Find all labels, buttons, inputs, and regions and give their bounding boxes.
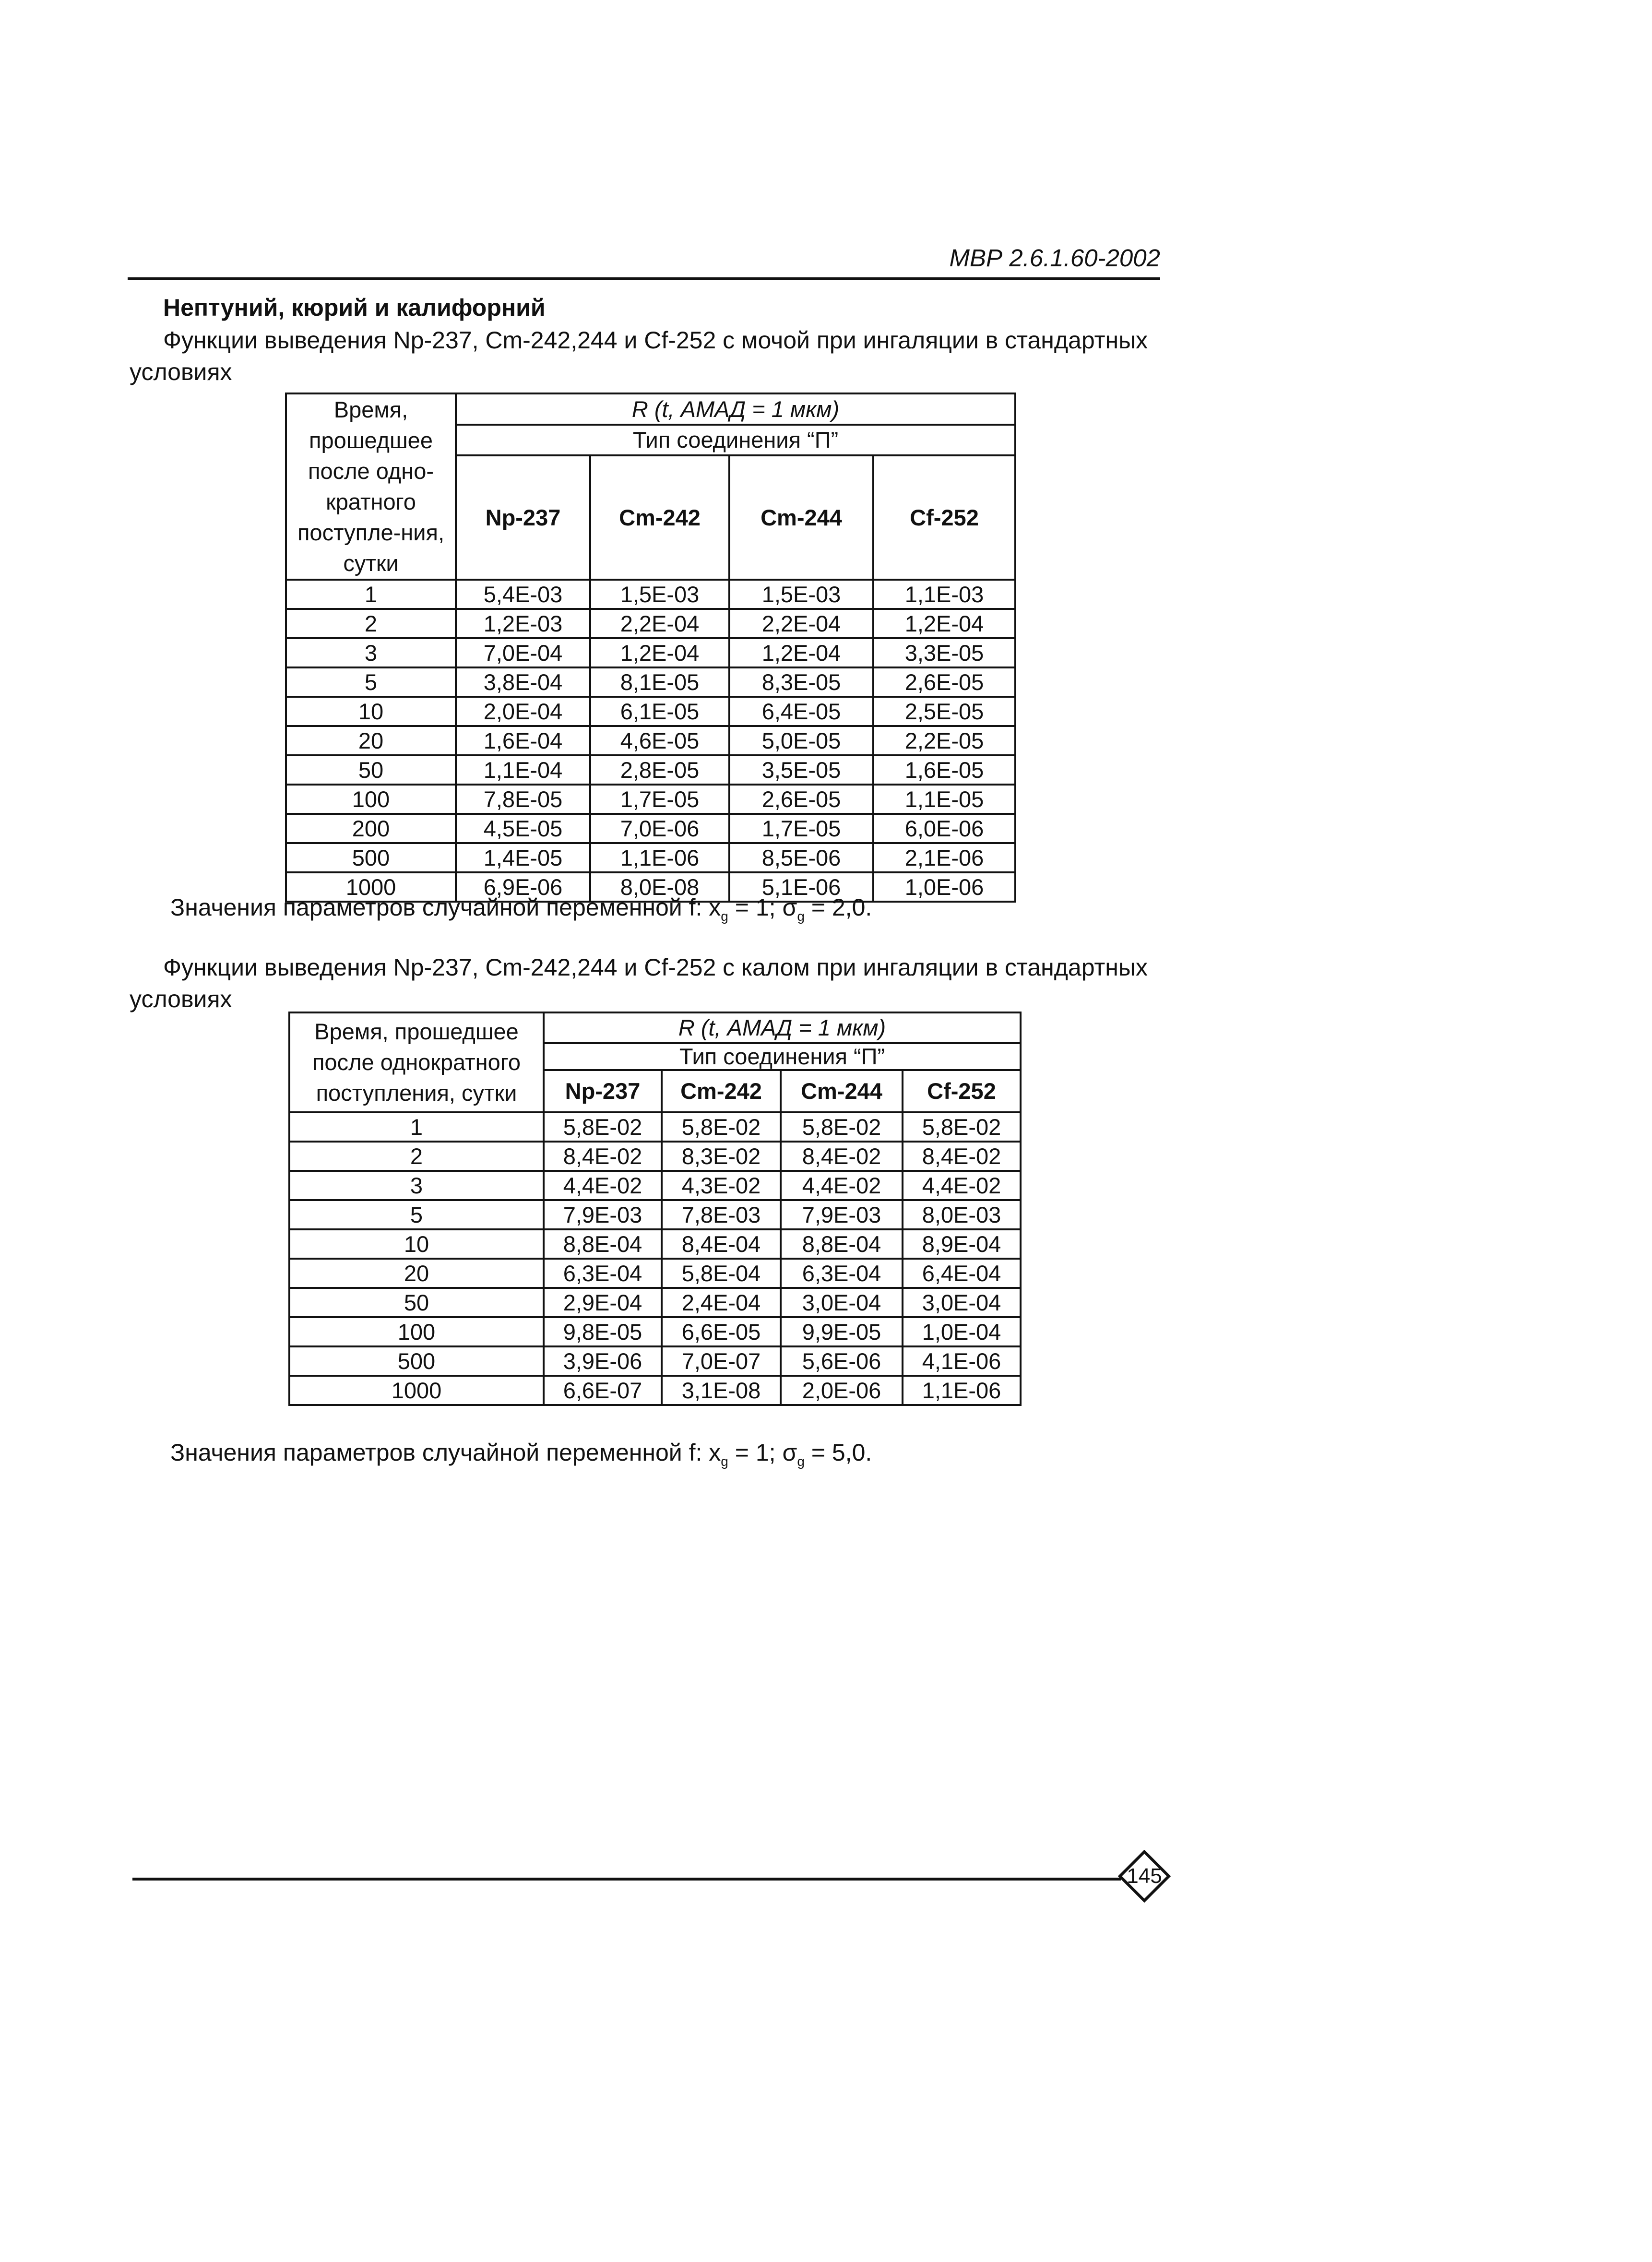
table2-params (170, 1439, 872, 1469)
table-row (289, 1200, 1021, 1229)
table-row (289, 1346, 1021, 1376)
table-cell: 8,8E-04 (544, 1229, 662, 1259)
table2-caption: Функции выведения Np-237, Cm-242,244 и Cf-252 с калом при ингаляции в стандартных условиях (130, 954, 1148, 1012)
table-cell: 6,3E-04 (781, 1259, 903, 1288)
table-cell: 10 (286, 697, 456, 726)
table-row (286, 609, 1015, 638)
table2 (288, 1012, 1022, 1406)
table1-params (170, 893, 872, 924)
table-cell: 8,3E-05 (729, 667, 873, 697)
table-cell: 1,0E-04 (903, 1317, 1021, 1346)
table-cell: 3,3E-05 (873, 638, 1015, 667)
table-cell: 8,9E-04 (903, 1229, 1021, 1259)
table2-col-cm242: Cm-242 (662, 1070, 781, 1112)
table-cell: 2,4E-04 (662, 1288, 781, 1317)
section-title: Нептуний, кюрий и калифорний (163, 294, 546, 321)
table-cell: 2,8E-05 (590, 755, 729, 785)
table-cell: 5,8E-02 (903, 1112, 1021, 1142)
table-cell: 5,8E-02 (662, 1112, 781, 1142)
table1-caption: Функции выведения Np-237, Cm-242,244 и Cf-252 с мочой при ингаляции в стандартных условиях (130, 327, 1148, 385)
table-row (286, 726, 1015, 755)
table-cell: 5 (286, 667, 456, 697)
table-cell: 8,5E-06 (729, 843, 873, 872)
table-cell: 9,8E-05 (544, 1317, 662, 1346)
table-cell: 2,2E-05 (873, 726, 1015, 755)
table-cell: 7,8E-05 (456, 785, 590, 814)
table2-compound-type: Тип соединения “П” (544, 1043, 1021, 1070)
table-row (286, 580, 1015, 609)
table-cell: 7,9E-03 (544, 1200, 662, 1229)
table-cell: 10 (289, 1229, 544, 1259)
table-cell: 500 (289, 1346, 544, 1376)
params-text: = 5,0. (804, 1439, 872, 1466)
table-cell: 200 (286, 814, 456, 843)
table-cell: 5,0E-05 (729, 726, 873, 755)
table-row (286, 785, 1015, 814)
table-cell: 8,1E-05 (590, 667, 729, 697)
table1-compound-type: Тип соединения “П” (456, 425, 1015, 456)
params-subscript: g (797, 1454, 805, 1469)
table-cell: 1000 (286, 872, 456, 902)
table-cell: 9,9E-05 (781, 1317, 903, 1346)
table-cell: 5,4E-03 (456, 580, 590, 609)
table-cell: 3 (286, 638, 456, 667)
table-cell: 1,5E-03 (590, 580, 729, 609)
params-text: = 1; σ (728, 894, 797, 921)
table-cell: 3 (289, 1171, 544, 1200)
table-cell: 1,4E-05 (456, 843, 590, 872)
table-cell: 8,4E-02 (781, 1142, 903, 1171)
table-cell: 2,1E-06 (873, 843, 1015, 872)
table-cell: 7,8E-03 (662, 1200, 781, 1229)
table1-col-cm244: Cm-244 (729, 455, 873, 580)
table-cell: 4,4E-02 (544, 1171, 662, 1200)
table-cell: 3,1E-08 (662, 1376, 781, 1405)
table-row (286, 638, 1015, 667)
table-cell: 2 (289, 1142, 544, 1171)
table-cell: 5,8E-02 (544, 1112, 662, 1142)
table-cell: 8,4E-02 (903, 1142, 1021, 1171)
table-cell: 1,6E-04 (456, 726, 590, 755)
table1-col-cf252: Cf-252 (873, 455, 1015, 580)
table-cell: 7,0E-07 (662, 1346, 781, 1376)
table-cell: 1 (289, 1112, 544, 1142)
table-row (286, 667, 1015, 697)
table-cell: 3,8E-04 (456, 667, 590, 697)
table-cell: 1,1E-06 (590, 843, 729, 872)
table-cell: 6,4E-05 (729, 697, 873, 726)
params-text: Значения параметров случайной переменной f: x (170, 1439, 721, 1466)
table-cell: 1,1E-05 (873, 785, 1015, 814)
table-cell: 6,0E-06 (873, 814, 1015, 843)
table-cell: 5 (289, 1200, 544, 1229)
table-cell: 2,6E-05 (729, 785, 873, 814)
table-cell: 20 (289, 1259, 544, 1288)
table-cell: 500 (286, 843, 456, 872)
table-cell: 1,1E-06 (903, 1376, 1021, 1405)
table-cell: 6,4E-04 (903, 1259, 1021, 1288)
table-cell: 3,9E-06 (544, 1346, 662, 1376)
table-row (289, 1317, 1021, 1346)
table-cell: 1,2E-03 (456, 609, 590, 638)
table-cell: 20 (286, 726, 456, 755)
table-cell: 6,9E-06 (456, 872, 590, 902)
table-cell: 1,1E-04 (456, 755, 590, 785)
table-cell: 8,0E-03 (903, 1200, 1021, 1229)
table1-col-np237: Np-237 (456, 455, 590, 580)
params-subscript: g (721, 909, 728, 924)
table-cell: 7,0E-04 (456, 638, 590, 667)
table-row (286, 697, 1015, 726)
footer-rule (132, 1878, 1121, 1881)
table-cell: 100 (289, 1317, 544, 1346)
table-cell: 4,5E-05 (456, 814, 590, 843)
page-number-badge (1118, 1850, 1171, 1903)
params-subscript: g (797, 909, 805, 924)
table2-col-np237: Np-237 (544, 1070, 662, 1112)
table1-time-header: Время, прошедшее после одно-кратного поступле-ния, сутки (286, 393, 456, 580)
table-cell: 8,0E-08 (590, 872, 729, 902)
table-cell: 50 (286, 755, 456, 785)
table-cell: 50 (289, 1288, 544, 1317)
table-row (289, 1288, 1021, 1317)
table-row (286, 755, 1015, 785)
params-subscript: g (721, 1454, 728, 1469)
table-cell: 1 (286, 580, 456, 609)
params-text: Значения параметров случайной переменной f: x (170, 894, 721, 921)
table-cell: 6,3E-04 (544, 1259, 662, 1288)
table-cell: 2,0E-06 (781, 1376, 903, 1405)
table2-r-header: R (t, АМАД = 1 мкм) (544, 1012, 1021, 1043)
table-cell: 1,5E-03 (729, 580, 873, 609)
table-cell: 1,7E-05 (590, 785, 729, 814)
document-code: МВР 2.6.1.60-2002 (949, 244, 1160, 272)
table-cell: 2 (286, 609, 456, 638)
table-cell: 1,6E-05 (873, 755, 1015, 785)
table-row (286, 814, 1015, 843)
table-cell: 8,4E-04 (662, 1229, 781, 1259)
table-cell: 4,4E-02 (903, 1171, 1021, 1200)
table-row (289, 1376, 1021, 1405)
table-cell: 5,6E-06 (781, 1346, 903, 1376)
table-cell: 5,8E-02 (781, 1112, 903, 1142)
params-text: = 2,0. (804, 894, 872, 921)
table1-col-cm242: Cm-242 (590, 455, 729, 580)
table-row (289, 1171, 1021, 1200)
table-cell: 3,5E-05 (729, 755, 873, 785)
table-cell: 2,6E-05 (873, 667, 1015, 697)
table-cell: 1,2E-04 (590, 638, 729, 667)
table-row (289, 1259, 1021, 1288)
table-cell: 1000 (289, 1376, 544, 1405)
table-cell: 1,0E-06 (873, 872, 1015, 902)
table-cell: 5,1E-06 (729, 872, 873, 902)
table-cell: 2,9E-04 (544, 1288, 662, 1317)
table-cell: 100 (286, 785, 456, 814)
table2-time-header: Время, прошедшее после однократного поступления, сутки (289, 1012, 544, 1112)
table-cell: 2,2E-04 (729, 609, 873, 638)
params-text: = 1; σ (728, 1439, 797, 1466)
table-cell: 2,0E-04 (456, 697, 590, 726)
table-cell: 3,0E-04 (781, 1288, 903, 1317)
table-row (289, 1229, 1021, 1259)
table-cell: 4,1E-06 (903, 1346, 1021, 1376)
page-number: 145 (1127, 1864, 1162, 1888)
table-row (289, 1112, 1021, 1142)
table-cell: 8,4E-02 (544, 1142, 662, 1171)
table-cell: 7,0E-06 (590, 814, 729, 843)
table-cell: 6,6E-07 (544, 1376, 662, 1405)
table-cell: 2,5E-05 (873, 697, 1015, 726)
table-cell: 1,7E-05 (729, 814, 873, 843)
table-cell: 4,4E-02 (781, 1171, 903, 1200)
table-cell: 1,2E-04 (729, 638, 873, 667)
table1-r-header: R (t, АМАД = 1 мкм) (456, 393, 1015, 425)
table1 (285, 393, 1016, 903)
table-cell: 5,8E-04 (662, 1259, 781, 1288)
table-cell: 1,2E-04 (873, 609, 1015, 638)
table-cell: 4,6E-05 (590, 726, 729, 755)
table-row (286, 843, 1015, 872)
table-cell: 7,9E-03 (781, 1200, 903, 1229)
header-rule (128, 277, 1160, 280)
table-cell: 6,6E-05 (662, 1317, 781, 1346)
table-cell: 8,8E-04 (781, 1229, 903, 1259)
table-cell: 8,3E-02 (662, 1142, 781, 1171)
table-cell: 3,0E-04 (903, 1288, 1021, 1317)
table2-col-cm244: Cm-244 (781, 1070, 903, 1112)
table-row (289, 1142, 1021, 1171)
table2-col-cf252: Cf-252 (903, 1070, 1021, 1112)
table-cell: 6,1E-05 (590, 697, 729, 726)
table-cell: 1,1E-03 (873, 580, 1015, 609)
table-cell: 4,3E-02 (662, 1171, 781, 1200)
table-cell: 2,2E-04 (590, 609, 729, 638)
